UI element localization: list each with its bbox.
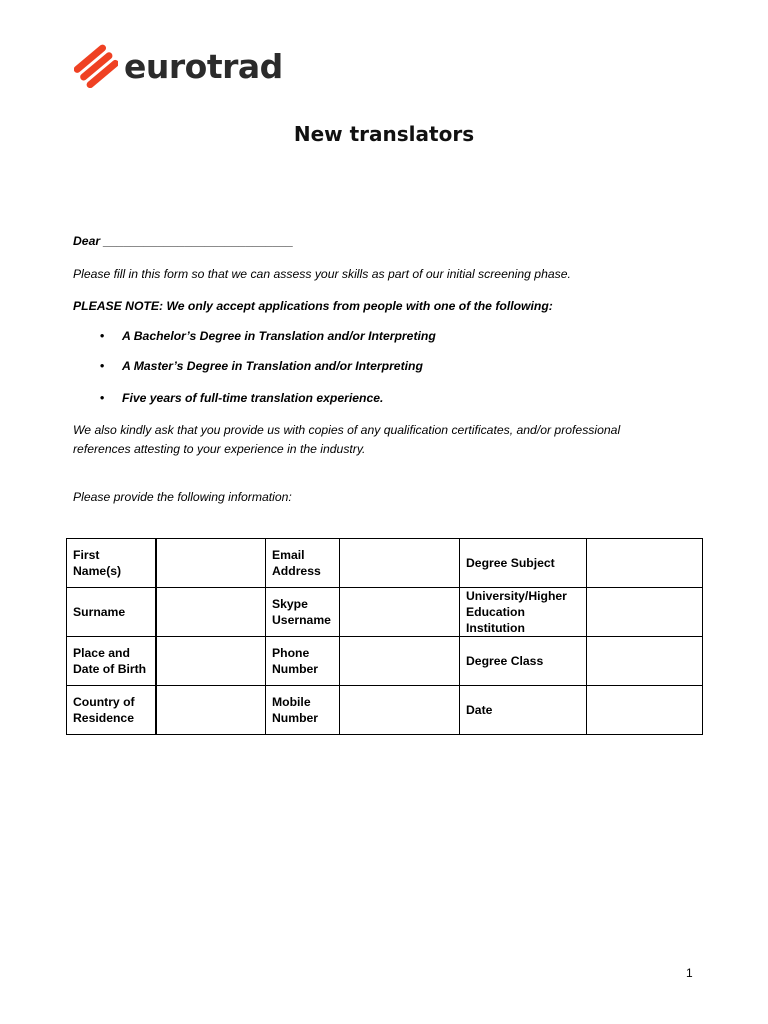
date-field[interactable] bbox=[587, 686, 703, 735]
brand-name: eurotrad bbox=[124, 46, 283, 86]
note-paragraph: PLEASE NOTE: We only accept applications from people with one of the following: bbox=[73, 299, 553, 313]
salutation: Dear ____________________________ bbox=[73, 234, 294, 248]
birth-place-date-field[interactable] bbox=[156, 637, 266, 686]
surname-field[interactable] bbox=[156, 588, 266, 637]
request-paragraph: We also kindly ask that you provide us with copies of any qualification certificates, and/or professional references attesting to your experience in the industry. bbox=[73, 423, 621, 456]
email-field[interactable] bbox=[340, 539, 460, 588]
provide-paragraph: Please provide the following information: bbox=[73, 490, 292, 504]
table-row bbox=[67, 686, 703, 735]
phone-number-field[interactable] bbox=[340, 637, 460, 686]
field-label: Email Address bbox=[266, 539, 340, 588]
mobile-number-field[interactable] bbox=[340, 686, 460, 735]
degree-subject-field[interactable] bbox=[587, 539, 703, 588]
bullet-icon: • bbox=[100, 329, 105, 343]
table-row bbox=[67, 637, 703, 686]
field-label: Degree Class bbox=[460, 637, 587, 686]
country-field[interactable] bbox=[156, 686, 266, 735]
field-label: Degree Subject bbox=[460, 539, 587, 588]
field-label: Place and Date of Birth bbox=[67, 637, 156, 686]
institution-field[interactable] bbox=[587, 588, 703, 637]
field-label: Country of Residence bbox=[67, 686, 156, 735]
field-label: Phone Number bbox=[266, 637, 340, 686]
table-row bbox=[67, 588, 703, 637]
brand-logo bbox=[74, 44, 283, 88]
page-title: New translators bbox=[293, 122, 475, 146]
page-number: 1 bbox=[686, 966, 693, 980]
first-name-field[interactable] bbox=[156, 539, 266, 588]
intro-paragraph: Please fill in this form so that we can assess your skills as part of our initial screening phase. bbox=[73, 267, 571, 281]
bullet-icon: • bbox=[100, 391, 105, 405]
field-label: First Name(s) bbox=[67, 539, 156, 588]
degree-class-field[interactable] bbox=[587, 637, 703, 686]
table-row bbox=[67, 539, 703, 588]
skype-username-field[interactable] bbox=[340, 588, 460, 637]
bullet-icon: • bbox=[100, 359, 105, 373]
field-label: Surname bbox=[67, 588, 156, 637]
eurotrad-stripes-logo-icon bbox=[74, 44, 118, 88]
field-label: Date bbox=[460, 686, 587, 735]
field-label: Mobile Number bbox=[266, 686, 340, 735]
field-label: University/Higher Education Institution bbox=[460, 588, 587, 637]
applicant-info-table bbox=[66, 538, 703, 735]
field-label: Skype Username bbox=[266, 588, 340, 637]
